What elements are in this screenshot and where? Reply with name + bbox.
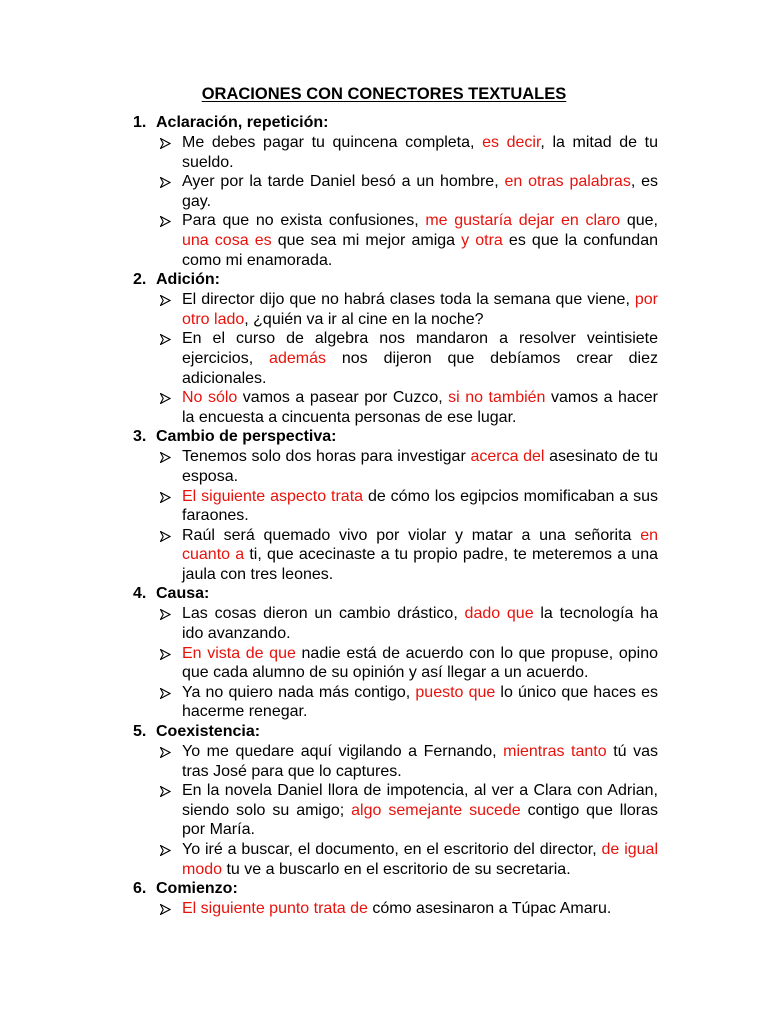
section-label: Adición: bbox=[156, 271, 220, 289]
sentence-text: , es gay. bbox=[182, 173, 658, 210]
item-sentence bbox=[182, 683, 658, 722]
arrowhead-bullet-icon bbox=[160, 683, 174, 703]
arrowhead-bullet-icon bbox=[160, 742, 174, 762]
connector-phrase: mientras tanto bbox=[503, 743, 607, 761]
sentence-text: Me debes pagar tu quincena completa, bbox=[182, 134, 483, 151]
sentence-text: que sea mi mejor amiga bbox=[271, 231, 462, 249]
sentence-text: Ayer por la tarde Daniel besó a un hombre, bbox=[182, 173, 505, 191]
list-item bbox=[0, 329, 768, 388]
sentence-text: Ya no quiero nada más contigo, bbox=[182, 683, 416, 701]
item-sentence bbox=[182, 290, 658, 329]
list-item bbox=[0, 487, 768, 526]
sentence-text: En el curso de algebra nos mandaron a resolver veintisiete ejercicios, bbox=[182, 330, 658, 367]
item-sentence bbox=[182, 487, 658, 526]
section-1 bbox=[0, 113, 768, 270]
list-item bbox=[0, 644, 768, 683]
sentence-text: El director dijo que no habrá clases toda la semana que viene, bbox=[182, 291, 635, 309]
sentence-text: es que la confundan como mi enamorada. bbox=[182, 231, 659, 269]
section-number: 1. bbox=[133, 114, 147, 131]
sentence-text: contigo que lloras por María. bbox=[182, 801, 659, 839]
arrowhead-bullet-icon bbox=[160, 781, 174, 801]
connector-phrase: El siguiente aspecto trata bbox=[182, 487, 364, 505]
arrowhead-bullet-icon bbox=[160, 840, 174, 860]
list-item bbox=[0, 526, 768, 585]
sentence-text: Yo me quedare aquí vigilando a Fernando, bbox=[182, 743, 504, 761]
item-sentence bbox=[182, 840, 658, 879]
section-label: Cambio de perspectiva: bbox=[156, 428, 337, 446]
list-item bbox=[0, 211, 768, 270]
section-label: Aclaración, repetición: bbox=[156, 114, 329, 131]
connector-phrase: es decir bbox=[482, 134, 541, 151]
section-5 bbox=[0, 722, 768, 879]
sentence-text: Las cosas dieron un cambio drástico, bbox=[182, 605, 465, 623]
arrowhead-bullet-icon bbox=[160, 172, 174, 192]
document-title: ORACIONES CON CONECTORES TEXTUALES bbox=[201, 85, 567, 103]
sentence-text: Para que no exista confusiones, bbox=[182, 212, 426, 230]
connector-phrase: algo semejante sucede bbox=[351, 801, 521, 819]
connector-phrase: además bbox=[269, 349, 326, 367]
sentence-text: lo único que haces es hacerme renegar. bbox=[182, 683, 659, 721]
section-4 bbox=[0, 584, 768, 722]
arrowhead-bullet-icon bbox=[160, 133, 174, 153]
list-item bbox=[0, 172, 768, 211]
connector-phrase: una cosa es bbox=[182, 231, 272, 249]
connector-phrase: En vista de que bbox=[182, 644, 296, 662]
sentence-text: En la novela Daniel llora de impotencia, al ver a Clara con Adrian, siendo solo su amigo; bbox=[182, 782, 658, 819]
arrowhead-bullet-icon bbox=[160, 526, 174, 546]
section-2 bbox=[0, 270, 768, 427]
item-sentence bbox=[182, 604, 658, 643]
section-heading bbox=[0, 427, 768, 447]
connector-phrase: si no también bbox=[448, 389, 546, 407]
arrowhead-bullet-icon bbox=[160, 447, 174, 467]
sentence-text: nadie está de acuerdo con lo que propuse, opino que cada alumno de su opinión y así llegar a un acuerdo. bbox=[182, 644, 659, 682]
sentence-text: de cómo los egipcios momificaban a sus faraones. bbox=[182, 487, 658, 525]
connector-phrase: El siguiente punto trata de bbox=[182, 900, 368, 918]
connector-phrase: en otras palabras bbox=[504, 173, 631, 191]
section-label: Causa: bbox=[156, 585, 210, 603]
sections-list bbox=[0, 113, 768, 919]
list-item bbox=[0, 604, 768, 643]
sentence-text: nos dijeron que debíamos crear diez adicionales. bbox=[182, 349, 659, 387]
sentence-text: vamos a pasear por Cuzco, bbox=[237, 389, 449, 407]
sentence-text: tú vas tras José para que lo captures. bbox=[182, 743, 658, 780]
list-item bbox=[0, 742, 768, 781]
sentence-text: Yo iré a buscar, el documento, en el escritorio del director, bbox=[182, 841, 602, 858]
section-number: 4. bbox=[133, 585, 147, 603]
list-item bbox=[0, 781, 768, 840]
list-item bbox=[0, 840, 768, 879]
arrowhead-bullet-icon bbox=[160, 329, 174, 349]
connector-phrase: en cuanto a bbox=[182, 526, 658, 564]
item-sentence bbox=[182, 526, 658, 585]
sentence-text: la tecnología ha ido avanzando. bbox=[182, 605, 659, 643]
sentence-text: Raúl será quemado vivo por violar y matar a una señorita bbox=[182, 526, 641, 544]
sentence-text: ti, que acecinaste a tu propio padre, te meteremos a una jaula con tres leones. bbox=[182, 546, 658, 583]
sentence-text: tu ve a buscarlo en el escritorio de su secretaria. bbox=[222, 860, 571, 878]
connector-phrase: dado que bbox=[464, 605, 534, 623]
sentence-text: Tenemos solo dos horas para investigar bbox=[182, 448, 471, 466]
connector-phrase: No sólo bbox=[182, 389, 238, 407]
arrowhead-bullet-icon bbox=[160, 388, 174, 408]
sentence-text: cómo asesinaron a Túpac Amaru. bbox=[367, 900, 612, 918]
list-item bbox=[0, 290, 768, 329]
arrowhead-bullet-icon bbox=[160, 899, 174, 919]
sentence-text: vamos a hacer la encuesta a cincuenta personas de ese lugar. bbox=[182, 389, 658, 426]
list-item bbox=[0, 447, 768, 486]
section-heading bbox=[0, 879, 768, 899]
sentence-text: asesinato de tu esposa. bbox=[182, 448, 659, 485]
section-3 bbox=[0, 427, 768, 584]
sentence-text: , la mitad de tu sueldo. bbox=[182, 134, 659, 171]
connector-phrase: por otro lado bbox=[182, 291, 658, 328]
section-6 bbox=[0, 879, 768, 919]
section-heading bbox=[0, 113, 768, 133]
connector-phrase: acerca del bbox=[470, 448, 545, 466]
list-item bbox=[0, 899, 768, 919]
section-heading bbox=[0, 584, 768, 604]
item-sentence bbox=[182, 781, 658, 840]
connector-phrase: de igual modo bbox=[182, 841, 659, 878]
item-sentence bbox=[182, 447, 658, 486]
section-heading bbox=[0, 722, 768, 742]
connector-phrase: y otra bbox=[461, 231, 503, 249]
item-sentence bbox=[182, 329, 658, 388]
sentence-text: , ¿quién va ir al cine en la noche? bbox=[244, 310, 484, 328]
arrowhead-bullet-icon bbox=[160, 211, 174, 231]
item-sentence bbox=[182, 388, 658, 427]
connector-phrase: puesto que bbox=[415, 683, 496, 701]
section-number: 5. bbox=[133, 723, 147, 741]
connector-phrase: me gustaría dejar en claro bbox=[425, 212, 621, 230]
list-item bbox=[0, 388, 768, 427]
section-number: 6. bbox=[133, 880, 147, 898]
arrowhead-bullet-icon bbox=[160, 604, 174, 624]
item-sentence bbox=[182, 172, 658, 211]
item-sentence bbox=[182, 742, 658, 781]
item-sentence bbox=[182, 211, 658, 270]
item-sentence bbox=[182, 133, 658, 172]
item-sentence bbox=[182, 644, 658, 683]
list-item bbox=[0, 683, 768, 722]
arrowhead-bullet-icon bbox=[160, 290, 174, 310]
arrowhead-bullet-icon bbox=[160, 487, 174, 507]
section-number: 3. bbox=[133, 428, 147, 446]
section-label: Coexistencia: bbox=[156, 723, 261, 741]
sentence-text: que, bbox=[620, 212, 658, 230]
section-heading bbox=[0, 270, 768, 290]
section-number: 2. bbox=[133, 271, 147, 289]
item-sentence bbox=[182, 899, 658, 919]
list-item bbox=[0, 133, 768, 172]
arrowhead-bullet-icon bbox=[160, 644, 174, 664]
section-label: Comienzo: bbox=[156, 880, 238, 898]
